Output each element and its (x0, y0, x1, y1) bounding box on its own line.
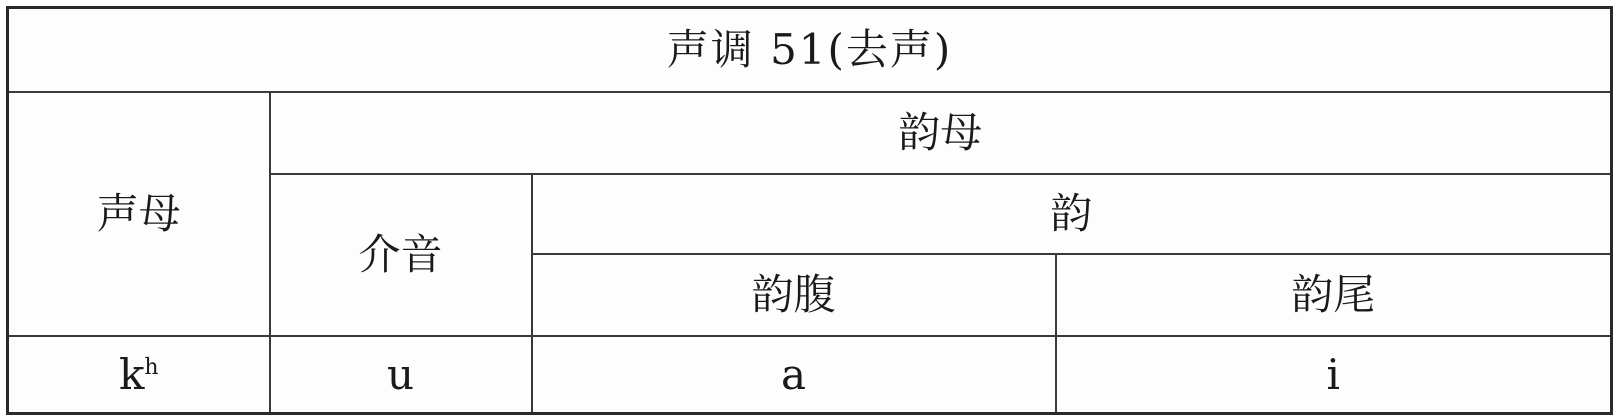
final-header-row (8, 92, 1612, 174)
medial-value: u (270, 336, 532, 414)
medial-header: 介音 (270, 174, 532, 336)
tone-title-row (8, 8, 1612, 93)
nucleus-value: a (532, 336, 1056, 414)
initial-value (8, 336, 270, 414)
initial-value-aspiration: h (144, 354, 159, 380)
value-row (8, 336, 1612, 414)
final-header: 韵母 (270, 92, 1612, 174)
syllable-structure-table (6, 6, 1613, 415)
tone-title: 声调 51(去声) (8, 8, 1612, 93)
rhyme-header: 韵 (532, 174, 1612, 254)
initial-header: 声母 (8, 92, 270, 336)
initial-value-base: k (118, 349, 145, 399)
syllable-structure-table-wrapper (6, 6, 1610, 411)
coda-value: i (1056, 336, 1612, 414)
coda-header: 韵尾 (1056, 254, 1612, 336)
nucleus-header: 韵腹 (532, 254, 1056, 336)
